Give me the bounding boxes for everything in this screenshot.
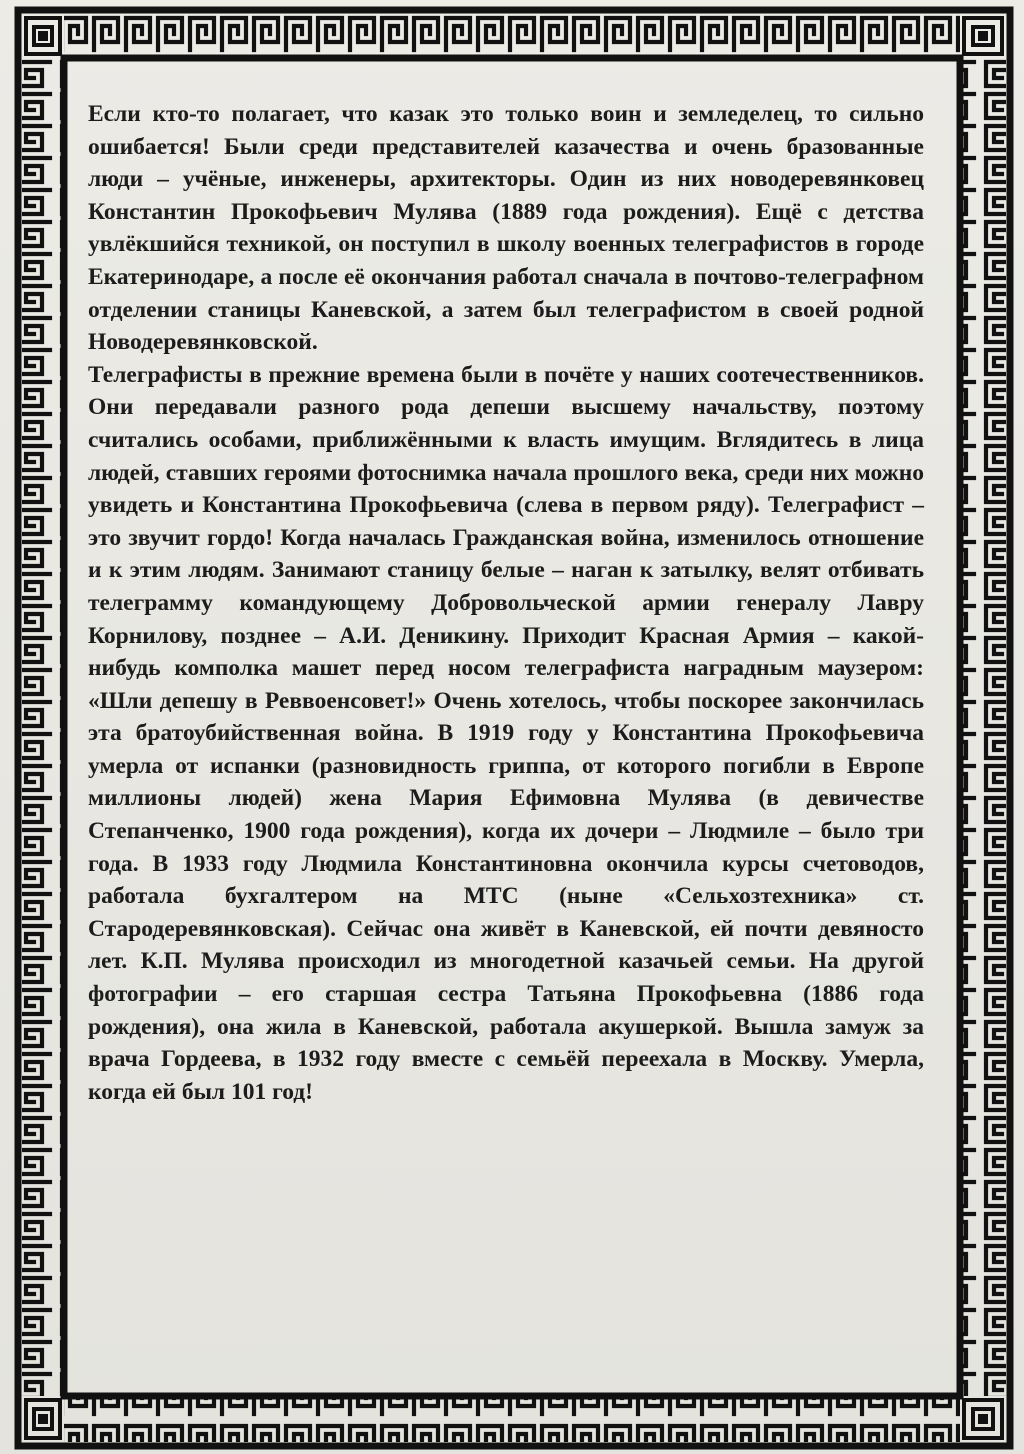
border-corner-bottom-left: [26, 1400, 60, 1438]
border-left-band: [22, 58, 64, 1396]
border-corner-top-left: [26, 18, 60, 54]
paragraph-2: Телеграфисты в прежние времена были в почёте у наших соотечественников. Они передавали разного рода депеши высшему начальству, поэтому считались особами, приближёнными к власть имущим. Вглядитесь в лица людей, ставших героями фотоснимка начала прошлого века, среди них можно увидеть и Константина Прокофьевича (слева в первом ряду). Телеграфист – это звучит гордо! Когда началась Гражданская война, изменилось отношение и к этим людям. Занимают станицу белые – наган к затылку, велят отбивать телеграмму командующему Добровольческой армии генералу Лавру Корнилову, позднее – А.И. Деникину. Приходит Красная Армия – какой-нибудь комполка машет перед носом телеграфиста наградным маузером: «Шли депешу в Реввоенсовет!» Очень хотелось, чтобы поскорее закончилась эта братоубийственная война. В 1919 году у Константина Прокофьевича умерла от испанки (разновидность гриппа, от которого погибли в Европе миллионы людей) жена Мария Ефимовна Мулява (в девичестве Степанченко, 1900 года рождения), когда их дочери – Людмиле – было три года. В 1933 году Людмила Константиновна окончила курсы счетоводов, работала бухгалтером на МТС (ныне «Сельхозтехника» ст. Стародеревянковская). Сейчас она живёт в Каневской, ей почти девяносто лет. К.П. Мулява происходил из многодетной казачьей семьи. На другой фотографии – его старшая сестра Татьяна Прокофьевна (1886 года рождения), она жила в Каневской, работала акушеркой. Вышла замуж за врача Гордеева, в 1932 году вместе с семьёй переехала в Москву. Умерла, когда ей был 101 год!: [88, 361, 924, 1105]
border-top-band: [64, 14, 960, 58]
paragraph-1: Если кто-то полагает, что казак это только воин и земледелец, то сильно ошибается! Были среди представителей казачества и очень бразованные люди – учёные, инженеры, архитекторы. Один из них новодеревянковец Константин Прокофьевич Мулява (1889 года рождения). Ещё с детства увлёкшийся техникой, он поступил в школу военных телеграфистов в городе Екатеринодаре, а после её окончания работал сначала в почтово-телеграфном отделении станицы Каневской, а затем был телеграфистом в своей родной Новодеревянковской.: [88, 101, 924, 356]
border-corner-top-right: [964, 18, 1002, 54]
border-corner-bottom-right: [964, 1400, 1002, 1438]
border-right-band: [960, 58, 1006, 1396]
article-body: [88, 98, 924, 1108]
border-bottom-band: [64, 1396, 960, 1442]
